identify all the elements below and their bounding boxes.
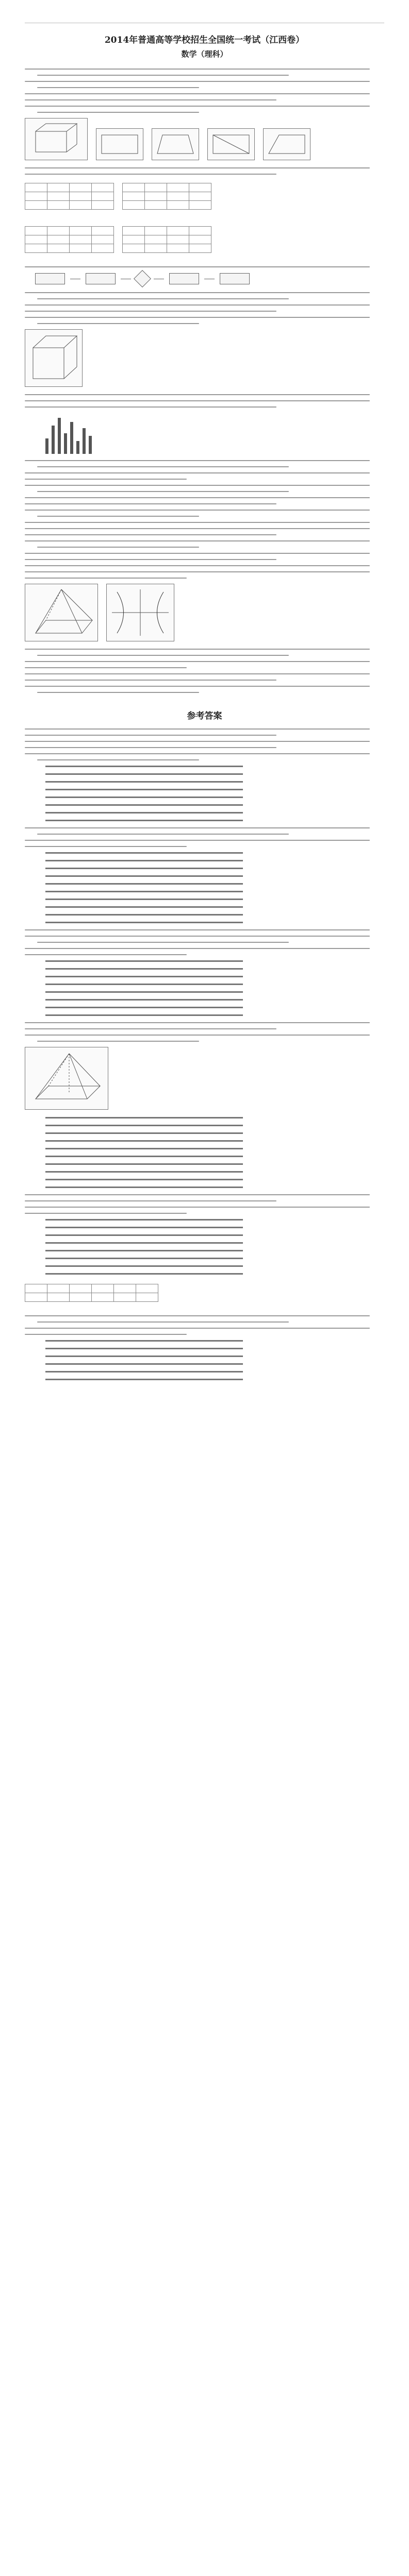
question-block: [25, 292, 384, 324]
answer-block: [25, 1340, 384, 1380]
question-block: [25, 649, 384, 693]
hyperbola-figure: [106, 584, 174, 641]
flowchart-output: [169, 273, 199, 284]
flowchart-end: [220, 273, 250, 284]
answer-block: [25, 1022, 384, 1042]
question-block: [25, 522, 384, 579]
figure-row: [25, 584, 384, 641]
answer-block: [25, 1117, 384, 1188]
answer-block: [25, 728, 384, 760]
table-row: [25, 223, 384, 259]
flowchart: [35, 273, 384, 285]
solid-figure: [25, 118, 88, 160]
question-block: [25, 394, 384, 408]
answer-block: [25, 766, 384, 821]
cube-figure: [25, 329, 83, 387]
question-block: [25, 167, 384, 175]
view-figure-c: [207, 128, 255, 160]
answer-block: [25, 827, 384, 847]
figure-row: [25, 118, 384, 160]
answer-block: [25, 1315, 384, 1335]
answer-block: [25, 929, 384, 955]
flowchart-step: [86, 273, 116, 284]
data-table-1: [25, 183, 114, 210]
data-table-3: [25, 226, 114, 253]
flowchart-decision: [134, 270, 151, 287]
table-row: [25, 180, 384, 216]
data-table-2: [122, 183, 211, 210]
view-figure-b: [152, 128, 199, 160]
solution-solid-figure: [25, 1047, 108, 1110]
answer-block: [25, 960, 384, 1016]
answer-block: [25, 852, 384, 923]
view-figure-d: [263, 128, 310, 160]
answer-heading: 参考答案: [187, 711, 222, 721]
view-figure-a: [96, 128, 143, 160]
question-block: [25, 266, 384, 267]
question-block: [25, 460, 384, 517]
question-block: [25, 69, 384, 113]
answer-block: [25, 1219, 384, 1275]
document-subtitle: 数学（理科）: [181, 49, 228, 59]
table-row: [25, 1281, 384, 1308]
flowchart-start: [35, 273, 65, 284]
pyramid-figure: [25, 584, 98, 641]
figure-row: [25, 329, 384, 387]
distribution-table: [25, 1284, 158, 1302]
figure-row: [25, 1047, 384, 1110]
data-table-4: [122, 226, 211, 253]
document-title: 2014年普通高等学校招生全国统一考试（江西卷）: [104, 35, 305, 45]
histogram-figure: [45, 413, 384, 454]
answer-block: [25, 1194, 384, 1214]
